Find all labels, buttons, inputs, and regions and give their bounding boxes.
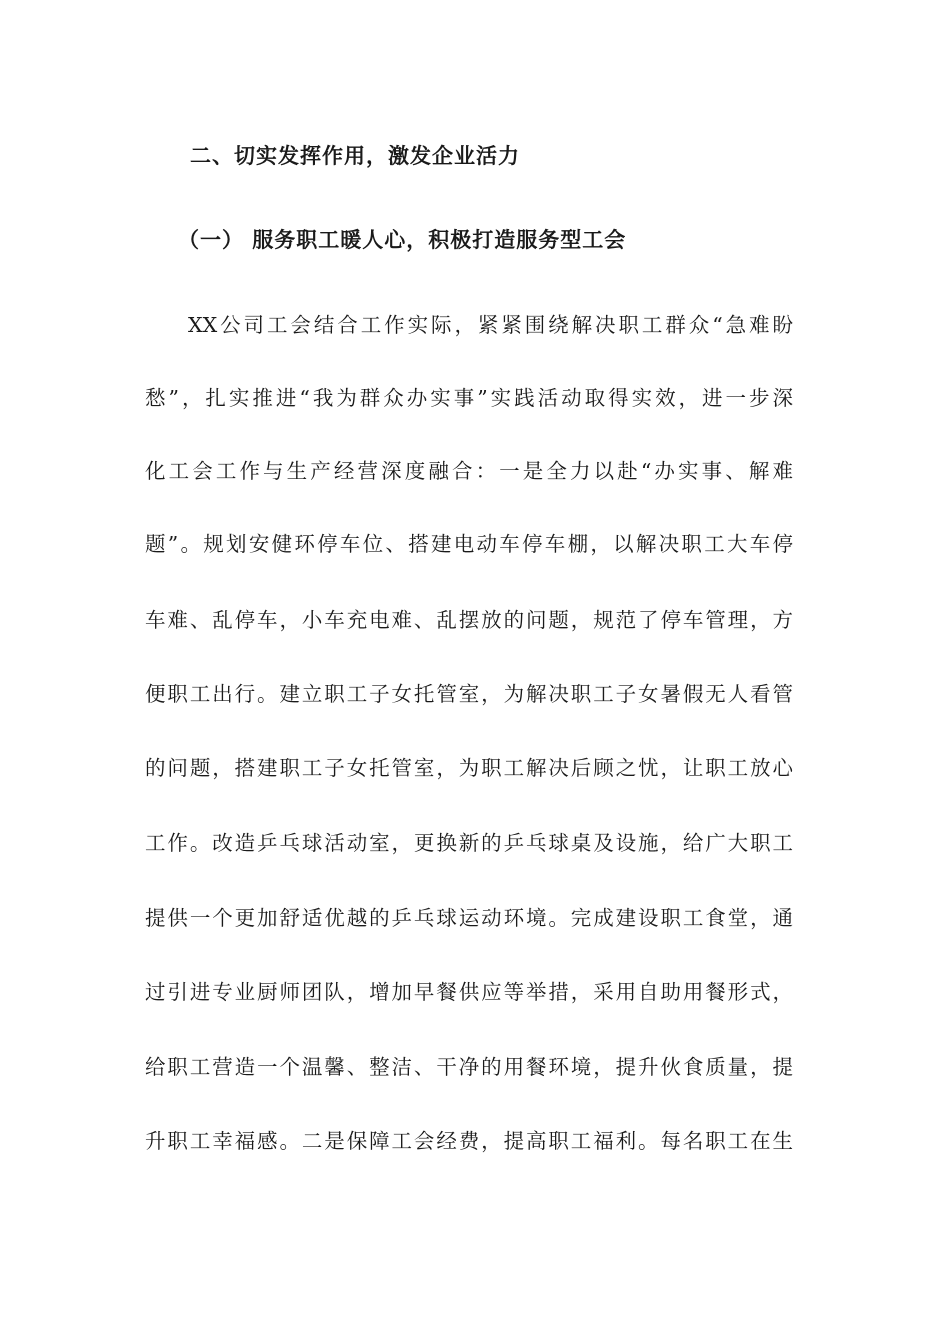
section-heading: 二、切实发挥作用，激发企业活力 [190,144,520,168]
body-text-line: 便职工出行。建立职工子女托管室，为解决职工子女暑假无人看管 [145,682,793,706]
body-text-line: 的问题，搭建职工子女托管室，为职工解决后顾之忧，让职工放心 [145,756,793,780]
body-text-line: 过引进专业厨师团队，增加早餐供应等举措，采用自助用餐形式， [145,980,793,1004]
body-text-line: XX公司工会结合工作实际，紧紧围绕解决职工群众“急难盼 [188,313,793,337]
subsection-heading: （一） 服务职工暖人心，积极打造服务型工会 [178,228,627,252]
body-text-line: 题”。规划安健环停车位、搭建电动车停车棚，以解决职工大车停 [145,532,793,556]
body-text-line: 车难、乱停车，小车充电难、乱摆放的问题，规范了停车管理，方 [145,608,793,632]
body-text-line: 升职工幸福感。二是保障工会经费，提高职工福利。每名职工在生 [145,1129,793,1153]
body-text-line: 化工会工作与生产经营深度融合：一是全力以赴“办实事、解难 [145,459,793,483]
body-text-line: 给职工营造一个温馨、整洁、干净的用餐环境，提升伙食质量，提 [145,1055,793,1079]
body-text-line: 提供一个更加舒适优越的乒乓球运动环境。完成建设职工食堂，通 [145,906,793,930]
body-text-line: 愁”，扎实推进“我为群众办实事”实践活动取得实效，进一步深 [145,386,793,410]
body-text-line: 工作。改造乒乓球活动室，更换新的乒乓球桌及设施，给广大职工 [145,831,793,855]
